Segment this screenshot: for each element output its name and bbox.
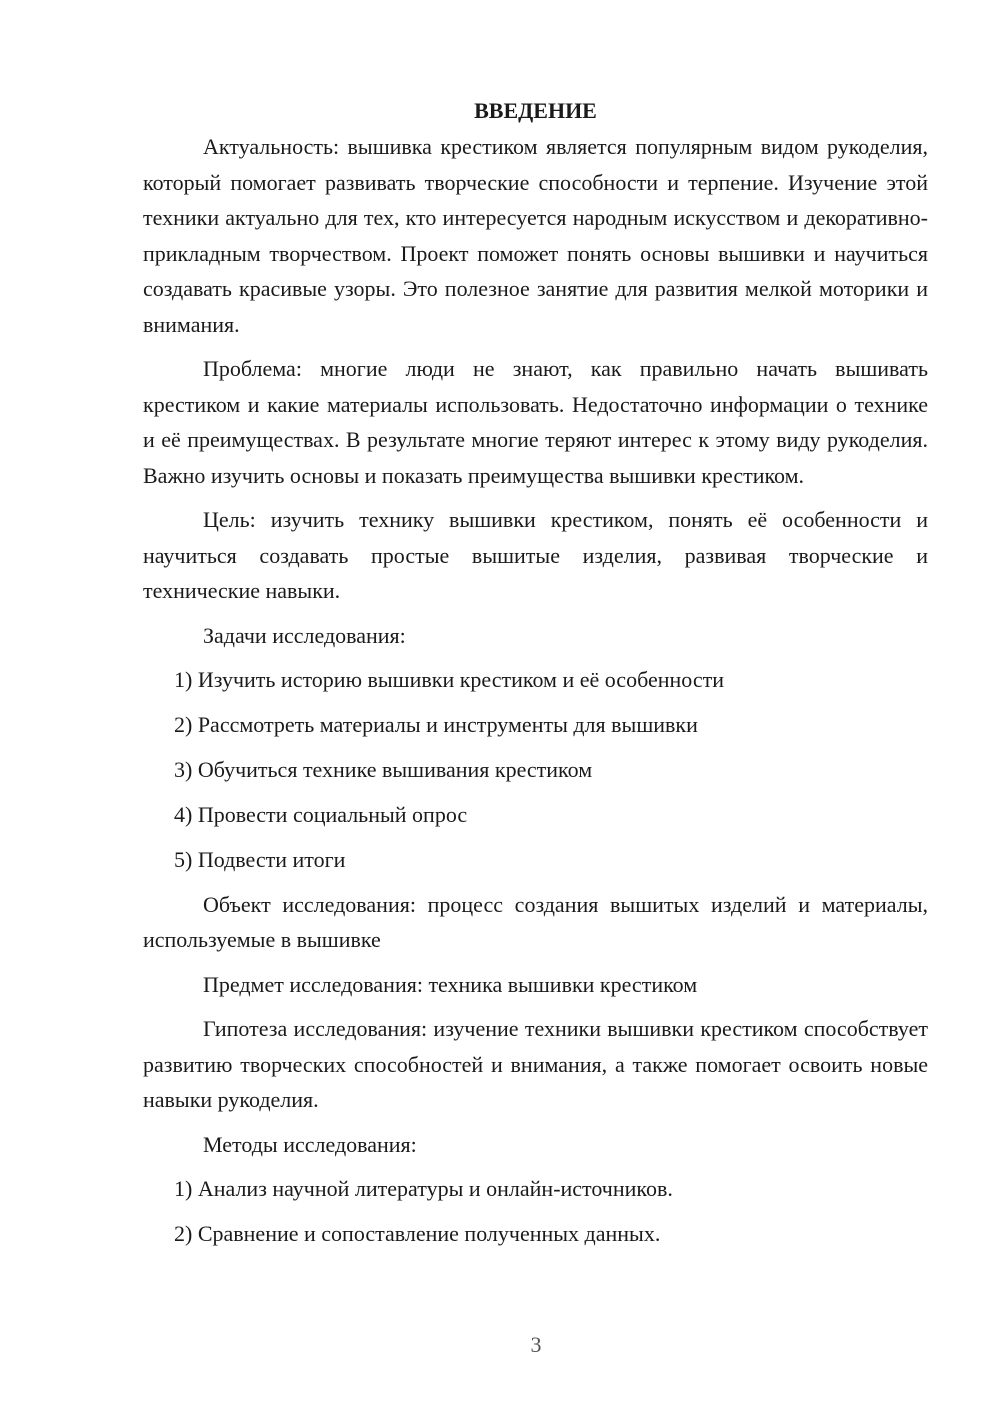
document-page — [143, 95, 928, 1261]
section-title: ВВЕДЕНИЕ — [474, 98, 597, 123]
methods-list — [143, 1171, 928, 1252]
task-item: 2) Рассмотреть материалы и инструменты для вышивки — [174, 712, 698, 737]
problem-paragraph: Проблема: многие люди не знают, как правильно начать вышивать крестиком и какие материалы использовать. Недостаточно информации о технике и её преимуществах. В результате многие теряют интерес к этому виду рукоделия. Важно изучить основы и показать преимущества вышивки крестиком. — [143, 356, 928, 488]
hypothesis-paragraph: Гипотеза исследования: изучение техники вышивки крестиком способствует развитию творческих способностей и внимания, а также помогает освоить новые навыки рукоделия. — [143, 1016, 928, 1112]
tasks-list — [143, 662, 928, 878]
object-paragraph: Объект исследования: процесс создания вышитых изделий и материалы, используемые в вышивке — [143, 891, 928, 952]
subject-paragraph: Предмет исследования: техника вышивки крестиком — [203, 971, 698, 997]
relevance-paragraph: Актуальность: вышивка крестиком является популярным видом рукоделия, который помогает развивать творческие способности и терпение. Изучение этой техники актуально для тех, кто интересуется народным искусством и декоративно-прикладным творчеством. Проект поможет понять основы вышивки и научиться создавать красивые узоры. Это полезное занятие для развития мелкой моторики и внимания. — [143, 134, 928, 337]
task-item: 3) Обучиться технике вышивания крестиком — [174, 757, 593, 782]
goal-paragraph: Цель: изучить технику вышивки крестиком, понять её особенности и научиться создавать простые вышитые изделия, развивая творческие и технические навыки. — [143, 507, 928, 603]
method-item: 1) Анализ научной литературы и онлайн-источников. — [174, 1176, 673, 1201]
task-item: 4) Провести социальный опрос — [174, 802, 468, 827]
page-number: 3 — [530, 1332, 542, 1357]
method-item: 2) Сравнение и сопоставление полученных данных. — [174, 1221, 661, 1246]
task-item: 1) Изучить историю вышивки крестиком и её особенности — [174, 667, 724, 692]
tasks-label: Задачи исследования: — [203, 622, 406, 648]
task-item: 5) Подвести итоги — [174, 847, 346, 872]
methods-label: Методы исследования: — [203, 1131, 417, 1157]
